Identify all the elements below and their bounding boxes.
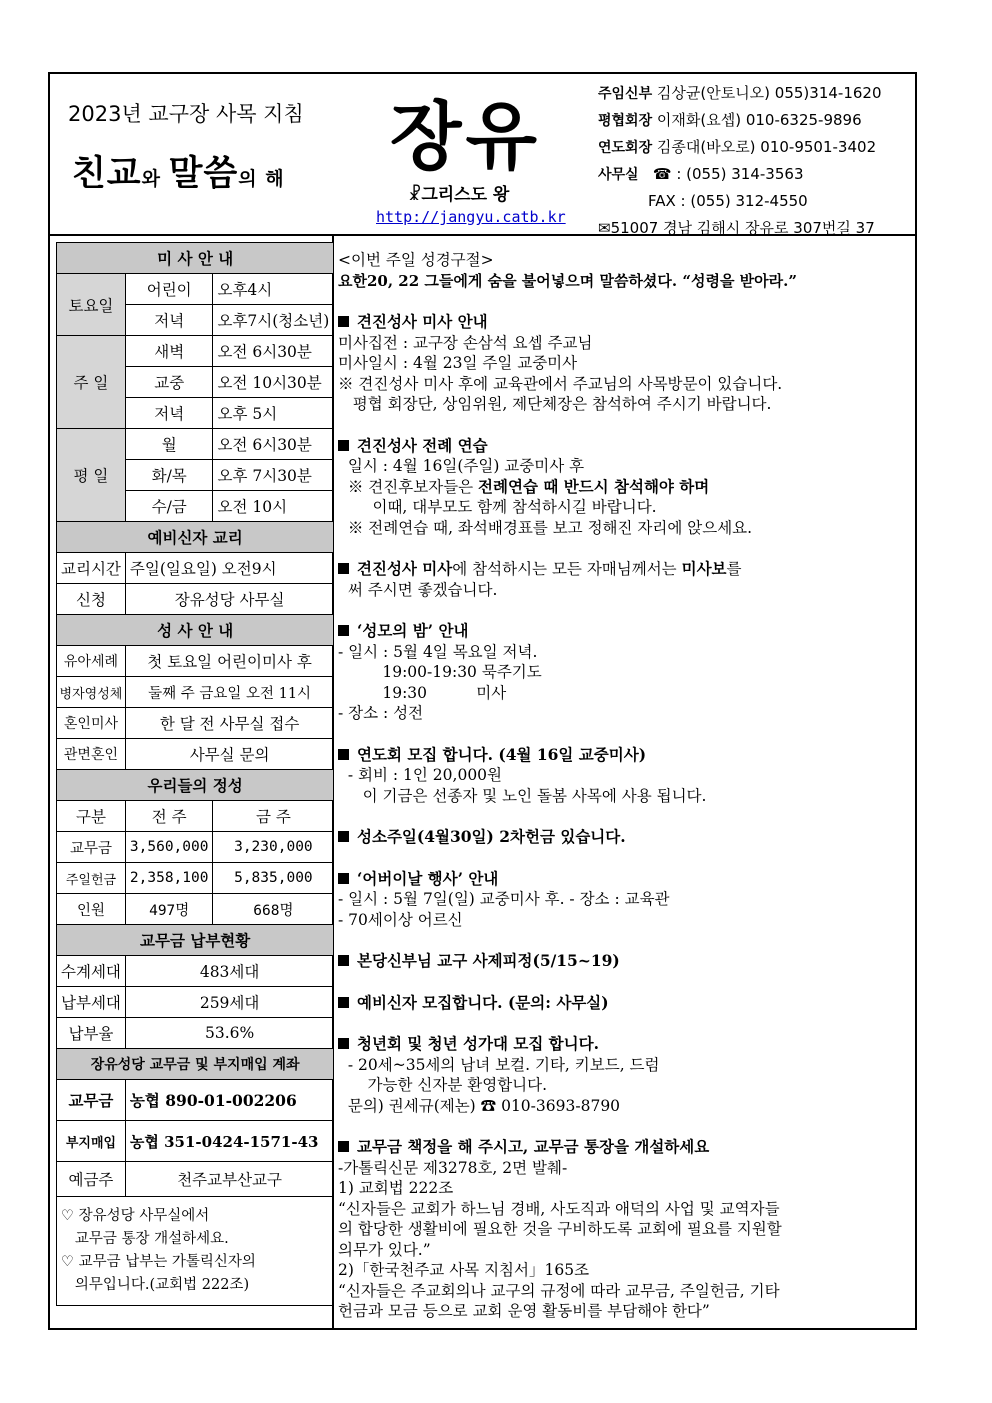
notices bbox=[338, 250, 913, 1322]
contact-row: 연도회장 김종대(바오로) 010-9501-3402 bbox=[598, 138, 877, 156]
motto-particle-2: 의 해 bbox=[238, 168, 285, 190]
sacrament-title: 성 사 안 내 bbox=[57, 615, 334, 646]
motto-particle-1: 와 bbox=[141, 168, 169, 190]
catechumen-apply-label: 신청 bbox=[57, 584, 126, 615]
contact-list bbox=[598, 80, 918, 242]
sacrament-info: 사무실 문의 bbox=[125, 739, 333, 770]
motto-year: 2023년 교구장 사목 지침 bbox=[68, 102, 304, 126]
mass-day-saturday: 토요일 bbox=[57, 274, 126, 336]
notice-title: 교무금 책정을 해 주시고, 교무금 통장을 개설하세요 bbox=[338, 1137, 913, 1158]
notice-title: 연도회 모집 합니다. (4월 16일 교중미사) bbox=[338, 745, 913, 766]
notice-line: 미사일시 : 4월 23일 주일 교중미사 bbox=[338, 354, 578, 372]
mass-type: 저녁 bbox=[125, 305, 213, 336]
notice-line: 가능한 신자분 환영합니다. bbox=[338, 1076, 548, 1094]
notice-line: “신자들은 교회가 하느님 경배, 사도직과 애덕의 사업 및 교역자들 bbox=[338, 1199, 780, 1218]
motto-word-2: 말씀 bbox=[168, 153, 239, 194]
dues-title: 교무금 납부현황 bbox=[57, 925, 334, 956]
account-holder: 천주교부산교구 bbox=[125, 1162, 333, 1197]
sacrament-label: 유아세례 bbox=[57, 646, 126, 677]
dues-label: 납부세대 bbox=[57, 987, 126, 1018]
offering-header: 전 주 bbox=[125, 801, 213, 832]
notice-title: 청년회 및 청년 성가대 모집 합니다. bbox=[338, 1034, 913, 1055]
notice-line: 미사집전 : 교구장 손삼석 요셉 주교님 bbox=[338, 333, 593, 352]
offering-header: 금 주 bbox=[213, 801, 334, 832]
sacrament-label: 병자영성체 bbox=[57, 677, 126, 708]
notice-line: 이때, 대부모도 함께 참석하시길 바랍니다. bbox=[338, 498, 657, 516]
accounts-title: 장유성당 교무금 및 부지매입 계좌 bbox=[57, 1049, 334, 1080]
mass-day-weekday: 평 일 bbox=[57, 429, 126, 522]
notice-title: 견진성사 미사에 참석하시는 모든 자매님께서는 미사보를 bbox=[338, 559, 913, 580]
notice-line: ※ 견진성사 미사 후에 교육관에서 주교님의 사목방문이 있습니다. bbox=[338, 374, 783, 393]
notice-title: 견진성사 전례 연습 bbox=[338, 436, 913, 457]
mass-time: 오후7시(청소년) bbox=[213, 305, 334, 336]
offering-label: 교무금 bbox=[57, 832, 126, 863]
offering-header: 구분 bbox=[57, 801, 126, 832]
sacrament-info: 둘째 주 금요일 오전 11시 bbox=[125, 677, 333, 708]
notice-line: - 70세이상 어르신 bbox=[338, 910, 463, 929]
dues-label: 납부율 bbox=[57, 1018, 126, 1049]
bullet-square-icon bbox=[338, 955, 349, 966]
motto-word-1: 친교 bbox=[72, 153, 142, 194]
sacrament-label: 관면혼인 bbox=[57, 739, 126, 770]
notice-line: ※ 견진후보자들은 전례연습 때 반드시 참석해야 하며 bbox=[338, 476, 710, 496]
sacrament-info: 한 달 전 사무실 접수 bbox=[125, 708, 333, 739]
notice-line: - 장소 : 성전 bbox=[338, 704, 424, 722]
mass-time: 오후4시 bbox=[213, 274, 334, 305]
mass-type: 어린이 bbox=[125, 274, 213, 305]
notice-title: 견진성사 미사 안내 bbox=[338, 312, 913, 333]
notice-line: 의무가 있다.” bbox=[338, 1240, 431, 1259]
catechumen-apply: 장유성당 사무실 bbox=[125, 584, 333, 615]
offering-value: 3,230,000 bbox=[213, 832, 334, 863]
bullet-square-icon bbox=[338, 563, 349, 574]
notice-line: 1) 교회법 222조 bbox=[338, 1179, 454, 1197]
bullet-square-icon bbox=[338, 997, 349, 1008]
notice-line: - 20세~35세의 남녀 보컬. 기타, 키보드, 드럼 bbox=[338, 1055, 660, 1074]
notice-line: 19:00-19:30 묵주기도 bbox=[338, 663, 542, 681]
notice-line: 의 합당한 생활비에 필요한 것을 구비하도록 교회에 필요를 지원할 bbox=[338, 1220, 782, 1238]
info-table bbox=[56, 242, 334, 1306]
account-number: 농협 351-0424-1571-43 bbox=[125, 1121, 333, 1162]
notice-title: 예비신자 모집합니다. (문의: 사무실) bbox=[338, 993, 913, 1014]
mass-type: 화/목 bbox=[125, 460, 213, 491]
bullet-square-icon bbox=[338, 625, 349, 636]
sacrament-info: 첫 토요일 어린이미사 후 bbox=[125, 646, 333, 677]
offering-label: 주일헌금 bbox=[57, 863, 126, 894]
notice-line: 이 기금은 선종자 및 노인 돌봄 사목에 사용 됩니다. bbox=[338, 786, 707, 805]
parish-subtitle: ☧그리스도 왕 bbox=[408, 185, 510, 205]
notice-line: 일시 : 4월 16일(주일) 교중미사 후 bbox=[338, 457, 585, 475]
gospel-heading: <이번 주일 성경구절> bbox=[338, 251, 494, 269]
offering-value: 5,835,000 bbox=[213, 863, 334, 894]
notice-line: - 회비 : 1인 20,000원 bbox=[338, 766, 503, 784]
mass-time: 오전 10시30분 bbox=[213, 367, 334, 398]
account-label: 교무금 bbox=[57, 1080, 126, 1121]
sacrament-label: 혼인미사 bbox=[57, 708, 126, 739]
mass-type: 수/금 bbox=[125, 491, 213, 522]
bulletin-title: 장유 bbox=[390, 94, 541, 180]
contact-row: ✉51007 경남 김해시 장유로 307번길 37 bbox=[598, 219, 875, 237]
notice-line: ※ 전례연습 때, 좌석배경표를 보고 정해진 자리에 앉으세요. bbox=[338, 518, 753, 537]
account-number: 농협 890-01-002206 bbox=[125, 1080, 333, 1121]
offering-value: 497명 bbox=[125, 894, 213, 925]
mass-type: 저녁 bbox=[125, 398, 213, 429]
notice-line: 써 주시면 좋겠습니다. bbox=[338, 580, 498, 599]
contact-row: 평협회장 이재화(요셉) 010-6325-9896 bbox=[598, 111, 862, 129]
notice-line: 2)「한국천주교 사목 지침서」165조 bbox=[338, 1261, 590, 1279]
gospel-text: 요한20, 22 그들에게 숨을 불어넣으며 말씀하셨다. “성령을 받아라.” bbox=[338, 271, 797, 290]
offering-value: 668명 bbox=[213, 894, 334, 925]
contact-row: 사무실 ☎ : (055) 314-3563 bbox=[598, 165, 804, 183]
mass-time: 오후 5시 bbox=[213, 398, 334, 429]
dues-value: 259세대 bbox=[125, 987, 333, 1018]
bullet-square-icon bbox=[338, 1038, 349, 1049]
notice-line: - 일시 : 5월 7일(일) 교중미사 후. - 장소 : 교육관 bbox=[338, 890, 670, 908]
offering-title: 우리들의 정성 bbox=[57, 770, 334, 801]
mass-type: 새벽 bbox=[125, 336, 213, 367]
notice-title: ‘성모의 밤’ 안내 bbox=[338, 621, 913, 642]
offering-value: 2,358,100 bbox=[125, 863, 213, 894]
dues-label: 수계세대 bbox=[57, 956, 126, 987]
dues-value: 53.6% bbox=[125, 1018, 333, 1049]
contact-row: 주임신부 김상균(안토니오) 055)314-1620 bbox=[598, 84, 882, 102]
mass-time: 오후 7시30분 bbox=[213, 460, 334, 491]
catechumen-time-label: 교리시간 bbox=[57, 553, 126, 584]
motto bbox=[72, 146, 285, 196]
catechumen-time: 주일(일요일) 오전9시 bbox=[125, 553, 333, 584]
notice-line: “신자들은 주교회의나 교구의 규정에 따라 교무금, 주일헌금, 기타 bbox=[338, 1281, 780, 1300]
account-label: 부지매입 bbox=[57, 1121, 126, 1162]
offering-label: 인원 bbox=[57, 894, 126, 925]
contact-row: FAX : (055) 312-4550 bbox=[648, 192, 808, 210]
mass-type: 월 bbox=[125, 429, 213, 460]
mass-time: 오전 10시 bbox=[213, 491, 334, 522]
notice-line: -가톨릭신문 제3278호, 2면 발췌- bbox=[338, 1158, 568, 1177]
notice-title: 성소주일(4월30일) 2차헌금 있습니다. bbox=[338, 827, 913, 848]
notice-line: 평협 회장단, 상임위원, 제단체장은 참석하여 주시기 바랍니다. bbox=[338, 395, 772, 413]
catechumen-title: 예비신자 교리 bbox=[57, 522, 334, 553]
mass-type: 교중 bbox=[125, 367, 213, 398]
dues-value: 483세대 bbox=[125, 956, 333, 987]
bullet-square-icon bbox=[338, 1141, 349, 1152]
bullet-square-icon bbox=[338, 873, 349, 884]
chi-rho-icon: ☧ bbox=[408, 185, 422, 205]
notice-line: - 일시 : 5월 4일 목요일 저녁. bbox=[338, 642, 538, 661]
notice-line: 헌금과 모금 등으로 교회 운영 활동비를 부담해야 한다” bbox=[338, 1302, 710, 1320]
notice-title: ‘어버이날 행사’ 안내 bbox=[338, 869, 913, 890]
notice-line: 19:30 미사 bbox=[338, 683, 507, 702]
bullet-square-icon bbox=[338, 316, 349, 327]
accounts-note: ♡ 장유성당 사무실에서 교무금 통장 개설하세요. ♡ 교무금 납부는 가톨릭신자의 의무입니다.(교회법 222조) bbox=[57, 1197, 334, 1306]
mass-time: 오전 6시30분 bbox=[213, 336, 334, 367]
mass-title: 미 사 안 내 bbox=[57, 243, 334, 274]
mass-day-sunday: 주 일 bbox=[57, 336, 126, 429]
mass-time: 오전 6시30분 bbox=[213, 429, 334, 460]
notice-title: 본당신부님 교구 사제피정(5/15~19) bbox=[338, 951, 913, 972]
notice-line: 문의) 권세규(제논) ☎ 010-3693-8790 bbox=[338, 1096, 621, 1115]
bullet-square-icon bbox=[338, 831, 349, 842]
offering-value: 3,560,000 bbox=[125, 832, 213, 863]
parish-url-link[interactable]: http://jangyu.catb.kr bbox=[376, 208, 566, 226]
bullet-square-icon bbox=[338, 749, 349, 760]
account-label: 예금주 bbox=[57, 1162, 126, 1197]
bullet-square-icon bbox=[338, 440, 349, 451]
